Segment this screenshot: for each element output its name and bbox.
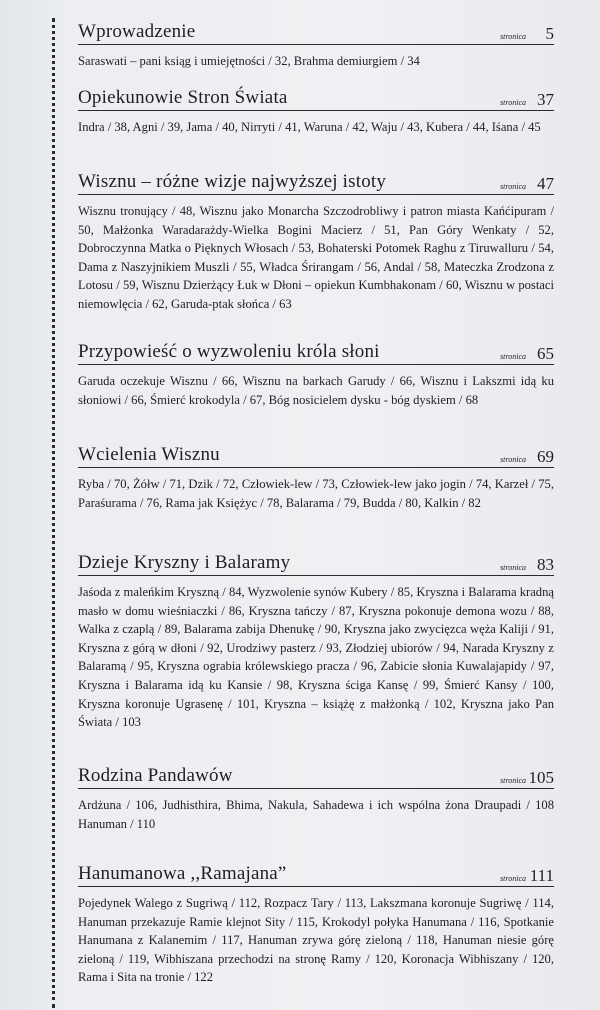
section-page-number: 105	[528, 768, 554, 787]
section-title: Przypowieść o wyzwoleniu króla słoni	[78, 341, 380, 362]
section-heading	[78, 860, 554, 887]
section-heading	[78, 84, 554, 111]
section-title: Hanumanowa ,,Ramajana”	[78, 863, 287, 884]
section-entries: Ryba / 70, Żółw / 71, Dzik / 72, Człowiek-lew / 73, Człowiek-lew jako jogin / 74, Karzeł / 75, Paraśurama / 76, Rama jak Księżyc / 78, Balarama / 79, Budda / 80, Kalkin / 82	[78, 477, 554, 510]
page-label: stronica	[500, 455, 526, 464]
toc-section	[78, 762, 554, 833]
section-page-number: 37	[537, 90, 554, 109]
section-heading	[78, 441, 554, 468]
page-label: stronica	[500, 32, 526, 41]
section-page-number: 111	[529, 866, 554, 885]
section-page-number: 5	[545, 24, 554, 43]
page-label: stronica	[500, 98, 526, 107]
section-title: Wprowadzenie	[78, 21, 196, 42]
section-entries: Indra / 38, Agni / 39, Jama / 40, Nirryti / 41, Waruna / 42, Waju / 43, Kubera / 44, Iśana / 45	[78, 120, 541, 134]
page-label: stronica	[500, 874, 526, 883]
section-entries: Pojedynek Walego z Sugriwą / 112, Rozpacz Tary / 113, Lakszmana koronuje Sugriwę / 114, Hanuman przekazuje Ramie klejnot Sity / 115, Krokodyl połyka Hanumana / 116, Spotkanie Hanumana z Kalanemim / 117, Hanuman zrywa górę zieloną / 118, Hanuman niesie górę zieloną / 119, Wibhiszana przechodzi na stronę Ramy / 120, Koronacja Wibhiszany / 120, Rama i Sita na tronie / 122	[78, 896, 554, 985]
section-page-number: 65	[537, 344, 554, 363]
section-heading	[78, 18, 554, 45]
section-entries: Saraswati – pani ksiąg i umiejętności / 32, Brahma demiurgiem / 34	[78, 54, 420, 68]
page-label: stronica	[500, 563, 526, 572]
toc-section	[78, 168, 554, 314]
section-heading	[78, 762, 554, 789]
section-page-number: 47	[537, 174, 554, 193]
section-page-number: 69	[537, 447, 554, 466]
page-label: stronica	[500, 776, 526, 785]
toc-section	[78, 860, 554, 987]
page-label: stronica	[500, 182, 526, 191]
section-title: Wcielenia Wisznu	[78, 444, 220, 465]
toc-section	[78, 441, 554, 512]
section-title: Wisznu – różne wizje najwyższej istoty	[78, 171, 387, 192]
section-heading	[78, 549, 554, 576]
toc-section	[78, 549, 554, 732]
section-entries: Ardżuna / 106, Judhisthira, Bhima, Nakula, Sahadewa i ich wspólna żona Draupadi / 108 Hanuman / 110	[78, 798, 554, 831]
section-title: Rodzina Pandawów	[78, 765, 233, 786]
section-title: Opiekunowie Stron Świata	[78, 87, 288, 108]
section-heading	[78, 338, 554, 365]
toc-section	[78, 18, 554, 71]
dotted-margin-line	[52, 18, 55, 1008]
toc-section	[78, 84, 554, 137]
section-title: Dzieje Kryszny i Balaramy	[78, 552, 291, 573]
section-page-number: 83	[537, 555, 554, 574]
toc-section	[78, 338, 554, 409]
section-entries: Wisznu tronujący / 48, Wisznu jako Monarcha Szczodrobliwy i patron miasta Kańćipuram / 50, Małżonka Waradarażdy-Wielka Bogini Macierz / 51, Pan Góry Wenkaty / 52, Dobroczynna Matka o Pięknych Włosach / 53, Bohaterski Potomek Raghu z Tiruwalluru / 54, Dama z Naszyjnikiem Muszli / 55, Władca Śrirangam / 56, Andal / 58, Mateczka Zrodzona z Lotosu / 59, Wisznu Dzierżący Łuk w Dłoni – opiekun Kumbhakonam / 60, Wisznu w postaci niemowlęcia / 62, Garuda-ptak słońca / 63	[78, 204, 554, 311]
page-label: stronica	[500, 352, 526, 361]
section-entries: Jaśoda z maleńkim Kryszną / 84, Wyzwolenie synów Kubery / 85, Kryszna i Balarama kradną masło w domu wieśniaczki / 86, Kryszna tańczy / 87, Kryszna pokonuje demona wozu / 88, Walka z czaplą / 89, Balarama zabija Dhenukę / 90, Kryszna jako zwycięzca węża Kaliji / 91, Kryszna z górą w dłoni / 92, Urodziwy pasterz / 93, Złodziej ubiorów / 94, Narada Kryszny z Balaramą / 95, Kryszna ograbia królewskiego pracza / 96, Zabicie słonia Kuwalajapidy / 97, Kryszna i Balarama idą ku Kansie / 98, Kryszna ściga Kansę / 99, Śmierć Kansy / 100, Kryszna koronuje Ugrasenę / 101, Kryszna – książę z małżonką / 102, Kryszna jako Pan Świata / 103	[78, 585, 554, 730]
section-entries: Garuda oczekuje Wisznu / 66, Wisznu na barkach Garudy / 66, Wisznu i Lakszmi idą ku słoniowi / 66, Śmierć krokodyla / 67, Bóg nosicielem dysku - bóg dyskiem / 68	[78, 374, 554, 407]
section-heading	[78, 168, 554, 195]
